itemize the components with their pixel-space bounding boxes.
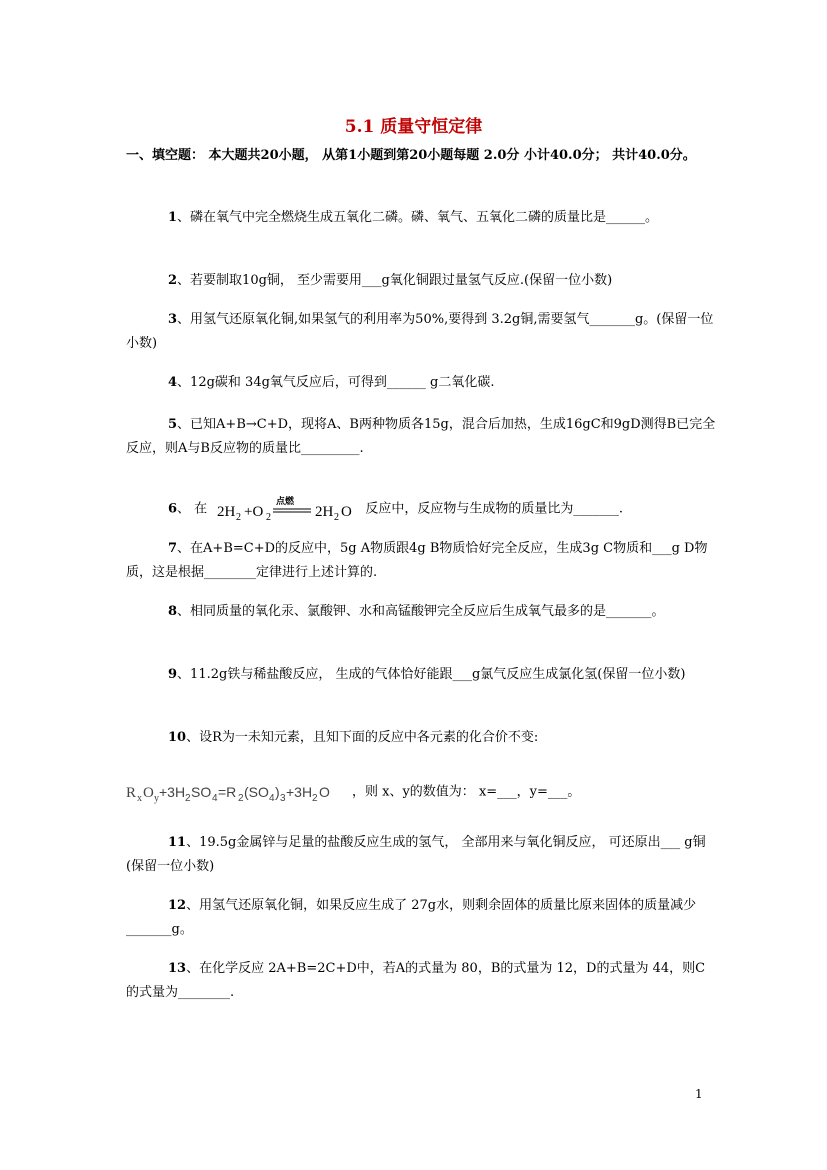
eq-part: =R xyxy=(218,784,237,800)
eq-sub: 2 xyxy=(236,512,242,523)
eq-condition: 点燃 xyxy=(276,497,295,507)
question-1 xyxy=(126,206,716,230)
reaction-equation xyxy=(215,492,365,526)
eq-part: y xyxy=(154,793,159,804)
question-text: 、在A+B=C+D的反应中，5g A物质跟4g B物质恰好完全反应，生成3g C物质和___g D物质，这是根据________定律进行上述计算的. xyxy=(126,541,708,580)
eq-2h: 2H xyxy=(315,504,334,520)
question-number: 1 xyxy=(168,210,178,225)
question-number: 13 xyxy=(168,961,187,976)
page-number: 1 xyxy=(695,1087,703,1101)
eq-part: 4 xyxy=(269,793,275,804)
question-number: 11 xyxy=(168,835,187,850)
question-5 xyxy=(126,413,716,461)
reaction-equation xyxy=(126,778,352,806)
eq-part: O xyxy=(143,785,154,801)
question-text: 反应中，反应物与生成物的质量比为_______. xyxy=(365,501,623,517)
question-text: 、在化学反应 2A+B=2C+D中，若A的式量为 80，B的式量为 12，D的式量为 44，则C的式量为________. xyxy=(126,961,706,1000)
question-4 xyxy=(126,371,716,395)
question-text: 、19.5g金属锌与足量的盐酸反应生成的氢气， 全部用来与氧化铜反应， 可还原出___ g铜(保留一位小数) xyxy=(126,835,706,874)
question-8 xyxy=(126,600,716,624)
question-text: 、设R为一未知元素，且知下面的反应中各元素的化合价不变: xyxy=(186,730,539,745)
question-number: 3 xyxy=(168,312,178,327)
question-text: 、用氢气还原氧化铜，如果反应生成了 27g水，则剩余固体的质量比原来固体的质量减少_______g。 xyxy=(126,898,697,937)
question-number: 4 xyxy=(168,375,178,390)
question-text: 、已知A+B→C+D，现将A、B两种物质各15g，混合后加热，生成16gC和9gD测得B已完全反应，则A与B反应物的质量比_________. xyxy=(126,417,716,456)
section-header: 一、填空题： 本大题共20小题， 从第1小题到第20小题每题 2.0分 小计40.0分； 共计40.0分。 xyxy=(126,148,696,163)
eq-part: 2 xyxy=(238,793,244,804)
question-number: 8 xyxy=(168,604,178,619)
eq-part: 2 xyxy=(185,793,191,804)
eq-part: x xyxy=(137,793,142,804)
eq-part: 3 xyxy=(280,793,286,804)
eq-part: O xyxy=(319,784,330,800)
question-text: 、磷在氧气中完全燃烧生成五氧化二磷。磷、氧气、五氧化二磷的质量比是______。 xyxy=(177,210,659,225)
eq-part: ) xyxy=(275,784,280,800)
question-3 xyxy=(126,308,716,356)
eq-part: SO xyxy=(191,784,212,800)
eq-part: 4 xyxy=(212,793,218,804)
question-text: ，则 x、y的数值为： x=___，y=___。 xyxy=(352,784,581,800)
question-text: 、12g碳和 34g氧气反应后，可得到______ g二氧化碳. xyxy=(177,375,495,390)
question-text: 、用氢气还原氧化铜,如果氢气的利用率为50%,要得到 3.2g铜,需要氢气_______g。(保留一位小数) xyxy=(126,312,714,351)
question-9 xyxy=(126,663,716,687)
eq-2h: 2H xyxy=(217,504,236,520)
question-2 xyxy=(126,269,716,293)
question-text: 、相同质量的氧化汞、氯酸钾、水和高锰酸钾完全反应后生成氧气最多的是_______。 xyxy=(177,604,665,619)
question-number: 7 xyxy=(168,541,178,556)
question-11 xyxy=(126,831,716,879)
question-number: 2 xyxy=(168,273,178,288)
eq-part: (SO xyxy=(244,784,269,800)
question-7 xyxy=(126,537,716,585)
question-text: 、若要制取10g铜， 至少需要用___g氧化铜跟过量氢气反应.(保留一位小数) xyxy=(177,273,613,288)
eq-part: 2 xyxy=(312,793,318,804)
eq-plus-o: +O xyxy=(244,504,264,520)
eq-sub: 2 xyxy=(266,512,272,523)
question-number: 10 xyxy=(168,730,187,745)
eq-part: +3H xyxy=(286,784,313,800)
question-number: 12 xyxy=(168,898,187,913)
question-10-equation xyxy=(126,778,716,806)
question-10 xyxy=(126,726,716,750)
question-number: 9 xyxy=(168,667,178,682)
question-text: 、11.2g铁与稀盐酸反应， 生成的气体恰好能跟___g氯气反应生成氯化氢(保留一位小数) xyxy=(177,667,686,682)
question-number: 6 xyxy=(168,501,178,517)
eq-part: R xyxy=(126,785,137,801)
eq-o: O xyxy=(341,504,353,520)
question-number: 5 xyxy=(168,417,178,432)
question-12 xyxy=(126,894,716,942)
question-13 xyxy=(126,957,716,1005)
question-6 xyxy=(126,492,716,526)
eq-part: +3H xyxy=(159,784,186,800)
page-title: 5.1 质量守恒定律 xyxy=(344,117,483,137)
eq-sub: 2 xyxy=(334,512,340,523)
question-text: 、 在 xyxy=(177,501,208,517)
